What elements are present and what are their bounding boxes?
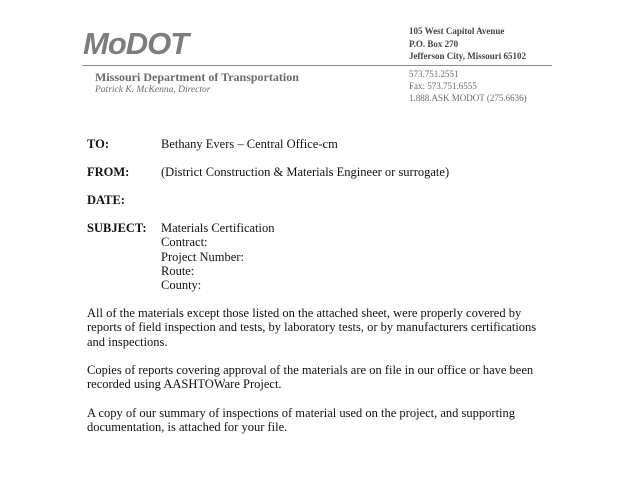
subject-contract: Contract: bbox=[161, 235, 208, 250]
to-label: TO: bbox=[87, 137, 109, 151]
subject-block bbox=[161, 221, 275, 292]
body-paragraph: A copy of our summary of inspections of material used on the project, and supporting documentation, is attached for your file. bbox=[87, 406, 516, 435]
to-value: Bethany Evers – Central Office-cm bbox=[161, 137, 338, 151]
contact-line: 573.751.2551 bbox=[409, 69, 459, 79]
subject-label: SUBJECT: bbox=[87, 221, 147, 235]
contact-line: 1.888.ASK MODOT (275.6636) bbox=[409, 93, 527, 103]
letterhead-divider bbox=[82, 65, 552, 66]
subject-title: Materials Certification bbox=[161, 221, 275, 235]
modot-logo: MoDOT bbox=[83, 26, 189, 61]
address-line: P.O. Box 270 bbox=[409, 38, 459, 49]
address-line: 105 West Capitol Avenue bbox=[409, 26, 505, 36]
director-name: Patrick K. McKenna, Director bbox=[95, 85, 211, 95]
body-paragraph: Copies of reports covering approval of the materials are on file in our office or have been recorded using AASHTOWare Project. bbox=[87, 363, 534, 392]
department-name: Missouri Department of Transportation bbox=[95, 70, 299, 84]
from-value: (District Construction & Materials Engineer or surrogate) bbox=[161, 165, 450, 179]
from-label: FROM: bbox=[87, 165, 130, 179]
contact-line: Fax: 573.751.6555 bbox=[409, 81, 477, 91]
date-label: DATE: bbox=[87, 193, 125, 207]
mailing-address bbox=[409, 25, 526, 63]
address-line: Jefferson City, Missouri 65102 bbox=[409, 51, 526, 61]
subject-county: County: bbox=[161, 278, 202, 293]
body-paragraph: All of the materials except those listed on the attached sheet, were properly covered by reports of field inspection and tests, by laboratory tests, or by manufacturers certifications and inspections. bbox=[87, 306, 537, 349]
subject-route: Route: bbox=[161, 263, 195, 278]
subject-project-number: Project Number: bbox=[161, 249, 244, 264]
contact-numbers bbox=[409, 68, 527, 104]
